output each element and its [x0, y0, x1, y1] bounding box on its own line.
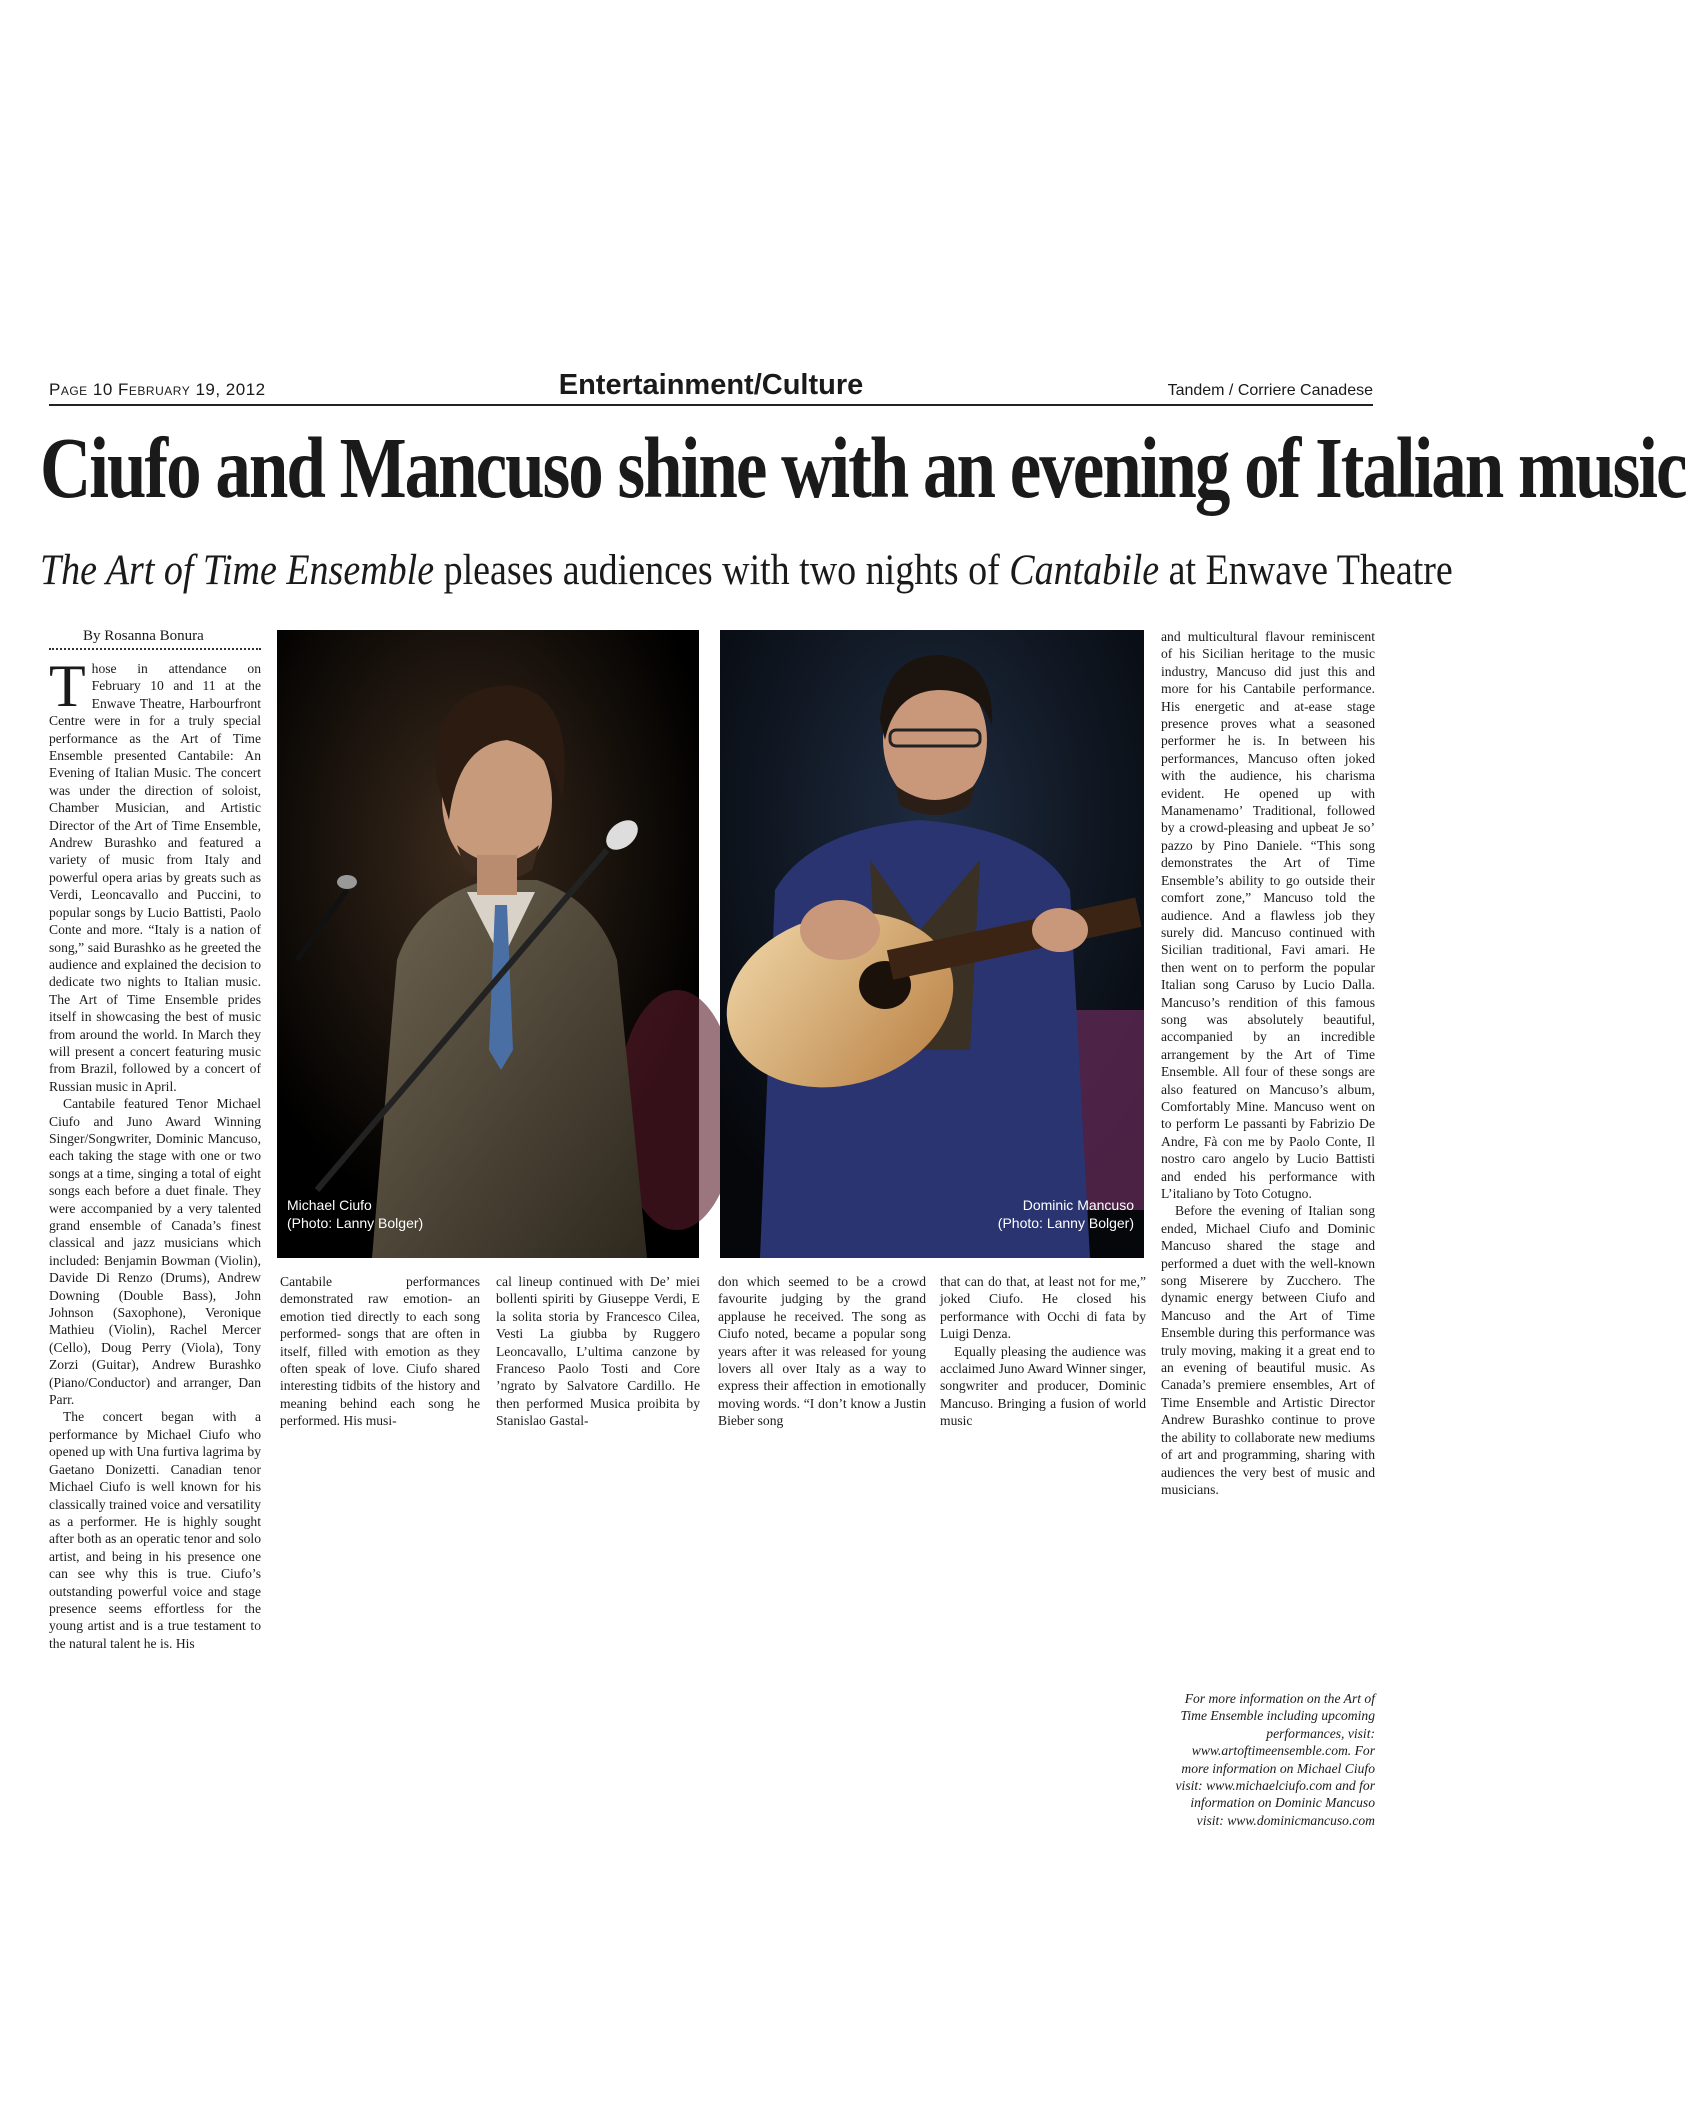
- deck-italic: The Art of Time Ensemble: [40, 546, 435, 595]
- paragraph: Cantabile performances demonstrated raw emotion- an emotion tied directly to each song performed- songs that are often in itself, filled with emotion as they often speak of love. Ciufo shared interesting tidbits of the history and meaning behind each song he performed. His musi-: [280, 1274, 480, 1429]
- more-information-note: For more information on the Art of Time Ensemble including upcoming performances, visit: www.artoftimeensemble.com. For more information on Michael Ciufo visit: www.michaelciufo.com and for information on Dominic Mancuso visit: www.dominicmancuso.com: [1175, 1691, 1375, 1828]
- singer-illustration: [277, 630, 699, 1258]
- paragraph-text: hose in attendance on February 10 and 11 at the Enwave Theatre, Harbourfront Centre were in for a truly special performance as the Art of Time Ensemble presented Cantabile: An Evening of Italian Music. The concert was under the direction of soloist, Chamber Musician, and Artistic Director of the Art of Time Ensemble, Andrew Burashko and featured a variety of music from Italy and powerful opera arias by greats such as Verdi, Leoncavallo and Puccini, to popular songs by Lucio Battisti, Paolo Conte and more. “Italy is a nation of song,” said Burashko as he greeted the audience and explained the decision to dedicate two nights to Italian music. The Art of Time Ensemble prides itself in showcasing the best of music from around the world. In March they will present a concert featuring music from Brazil, followed by a concert of Russian music in April.: [49, 661, 261, 1094]
- article-column-3: [496, 1273, 700, 1493]
- deck-italic-2: Cantabile: [1009, 546, 1160, 595]
- paragraph: Cantabile featured Tenor Michael Ciufo and Juno Award Winning Singer/Songwriter, Dominic Mancuso, each taking the stage with one or two songs at a time, singing a total of eight songs each before a duet finale. They were accompanied by a very talented grand ensemble of Canada’s finest classical and jazz musicians which included: Benjamin Bowman (Violin), Davide Di Renzo (Drums), Andrew Downing (Double Bass), John Johnson (Saxophone), Veronique Mathieu (Violin), Rachel Mercer (Cello), Doug Perry (Viola), Tony Zorzi (Guitar), Andrew Burashko (Piano/Conductor) and arranger, Dan Parr.: [49, 1096, 261, 1408]
- caption-credit: (Photo: Lanny Bolger): [287, 1215, 424, 1231]
- paragraph: and multicultural flavour reminiscent of his Sicilian heritage to the music industry, Mancuso did just this and more for his Cantabile performance. His energetic and at-ease stage presence proves what a seasoned performer he is. In between his performances, Mancuso often joked with the audience, his charisma evident. He opened up with Manamenamo’ Traditional, followed by a crowd-pleasing and upbeat Je so’ pazzo by Pino Daniele. “This song demonstrates the Art of Time Ensemble’s ability to go outside their comfort zone,” Mancuso told the audience. And a flawless job they surely did. Mancuso continued with Sicilian traditional, Favi amari. He then went on to perform the popular Italian song Caruso by Lucio Dalla. Mancuso’s rendition of this famous song was absolutely beautiful, accompanied by an incredible arrangement by the Art of Time Ensemble. All four of these songs are also featured on Mancuso’s album, Comfortably Mine. Mancuso went on to perform Le passanti by Fabrizio De Andre, Fà con me by Paolo Conte, Il nostro caro angelo by Lucio Battisti and ended his performance with L’italiano by Toto Cotugno.: [1161, 629, 1375, 1201]
- page-folio: [49, 366, 1373, 406]
- photo-dominic-mancuso: [720, 630, 1144, 1258]
- article-column-5: [940, 1273, 1146, 1493]
- caption-name: Dominic Mancuso: [1022, 1197, 1134, 1213]
- drop-cap: T: [49, 653, 86, 719]
- paragraph: Equally pleasing the audience was acclaimed Juno Award Winner singer, songwriter and producer, Dominic Mancuso. Bringing a fusion of world music: [940, 1343, 1146, 1429]
- paragraph: The concert began with a performance by Michael Ciufo who opened up with Una furtiva lagrima by Gaetano Donizetti. Canadian tenor Michael Ciufo is well known for his classically trained voice and versatility as a performer. He is highly sought after both as an operatic tenor and solo artist, and being in his presence one can see why this is true. Ciufo’s outstanding powerful voice and stage presence seems effortless for the young artist and is a true testament to the natural talent he is. His: [49, 1409, 261, 1651]
- publication-name: Tandem / Corriere Canadese: [1167, 382, 1373, 399]
- page-date: Page 10 February 19, 2012: [49, 380, 266, 399]
- photo-caption: [998, 1196, 1134, 1232]
- paragraph: don which seemed to be a crowd favourite judging by the grand applause he received. The song as Ciufo noted, became a popular song years after it was released for young lovers all over Italy as a way to express their affection in emotionally moving words. “I don’t know a Justin Bieber song: [718, 1274, 926, 1429]
- article-column-6: [1161, 628, 1375, 1678]
- photo-michael-ciufo: [277, 630, 699, 1258]
- caption-name: Michael Ciufo: [287, 1197, 372, 1213]
- subheadline: [40, 545, 1453, 596]
- photo-caption: [287, 1196, 423, 1232]
- headline: Ciufo and Mancuso shine with an evening of Italian music: [40, 421, 1686, 517]
- paragraph: that can do that, at least not for me,” joked Ciufo. He closed his performance with Occhi di fata by Luigi Denza.: [940, 1274, 1146, 1342]
- section-title: Entertainment/Culture: [558, 369, 864, 401]
- deck-text-a: pleases audiences with two nights of: [434, 546, 1010, 595]
- caption-credit: (Photo: Lanny Bolger): [997, 1215, 1134, 1231]
- byline: By Rosanna Bonura: [49, 628, 261, 650]
- paragraph: [49, 653, 261, 1095]
- paragraph: cal lineup continued with De’ miei bollenti spiriti by Giuseppe Verdi, E la solita storia by Francesco Cilea, Vesti La giubba by Ruggero Leoncavallo, L’ultima canzone by Franceso Paolo Tosti and Core ’ngrato by Salvatore Cardillo. He then performed Musica proibita by Stanislao Gastal-: [496, 1274, 700, 1429]
- guitarist-illustration: [720, 630, 1144, 1258]
- paragraph: Before the evening of Italian song ended, Michael Ciufo and Dominic Mancuso shared the stage and performed a duet with the well-known song Miserere by Zucchero. The dynamic energy between Ciufo and Mancuso and the Art of Time Ensemble during this performance was truly moving, making it a great end to an evening of beautiful music. As Canada’s premiere ensembles, Art of Time Ensemble and Artistic Director Andrew Burashko continue to prove the ability to collaborate new mediums of art and programming, sharing with audiences the very best of music and musicians.: [1161, 1203, 1375, 1497]
- article-column-4: [718, 1273, 926, 1493]
- article-column-1: [49, 653, 261, 1875]
- deck-text-b: at Enwave Theatre: [1159, 546, 1453, 595]
- article-column-2: [280, 1273, 480, 1473]
